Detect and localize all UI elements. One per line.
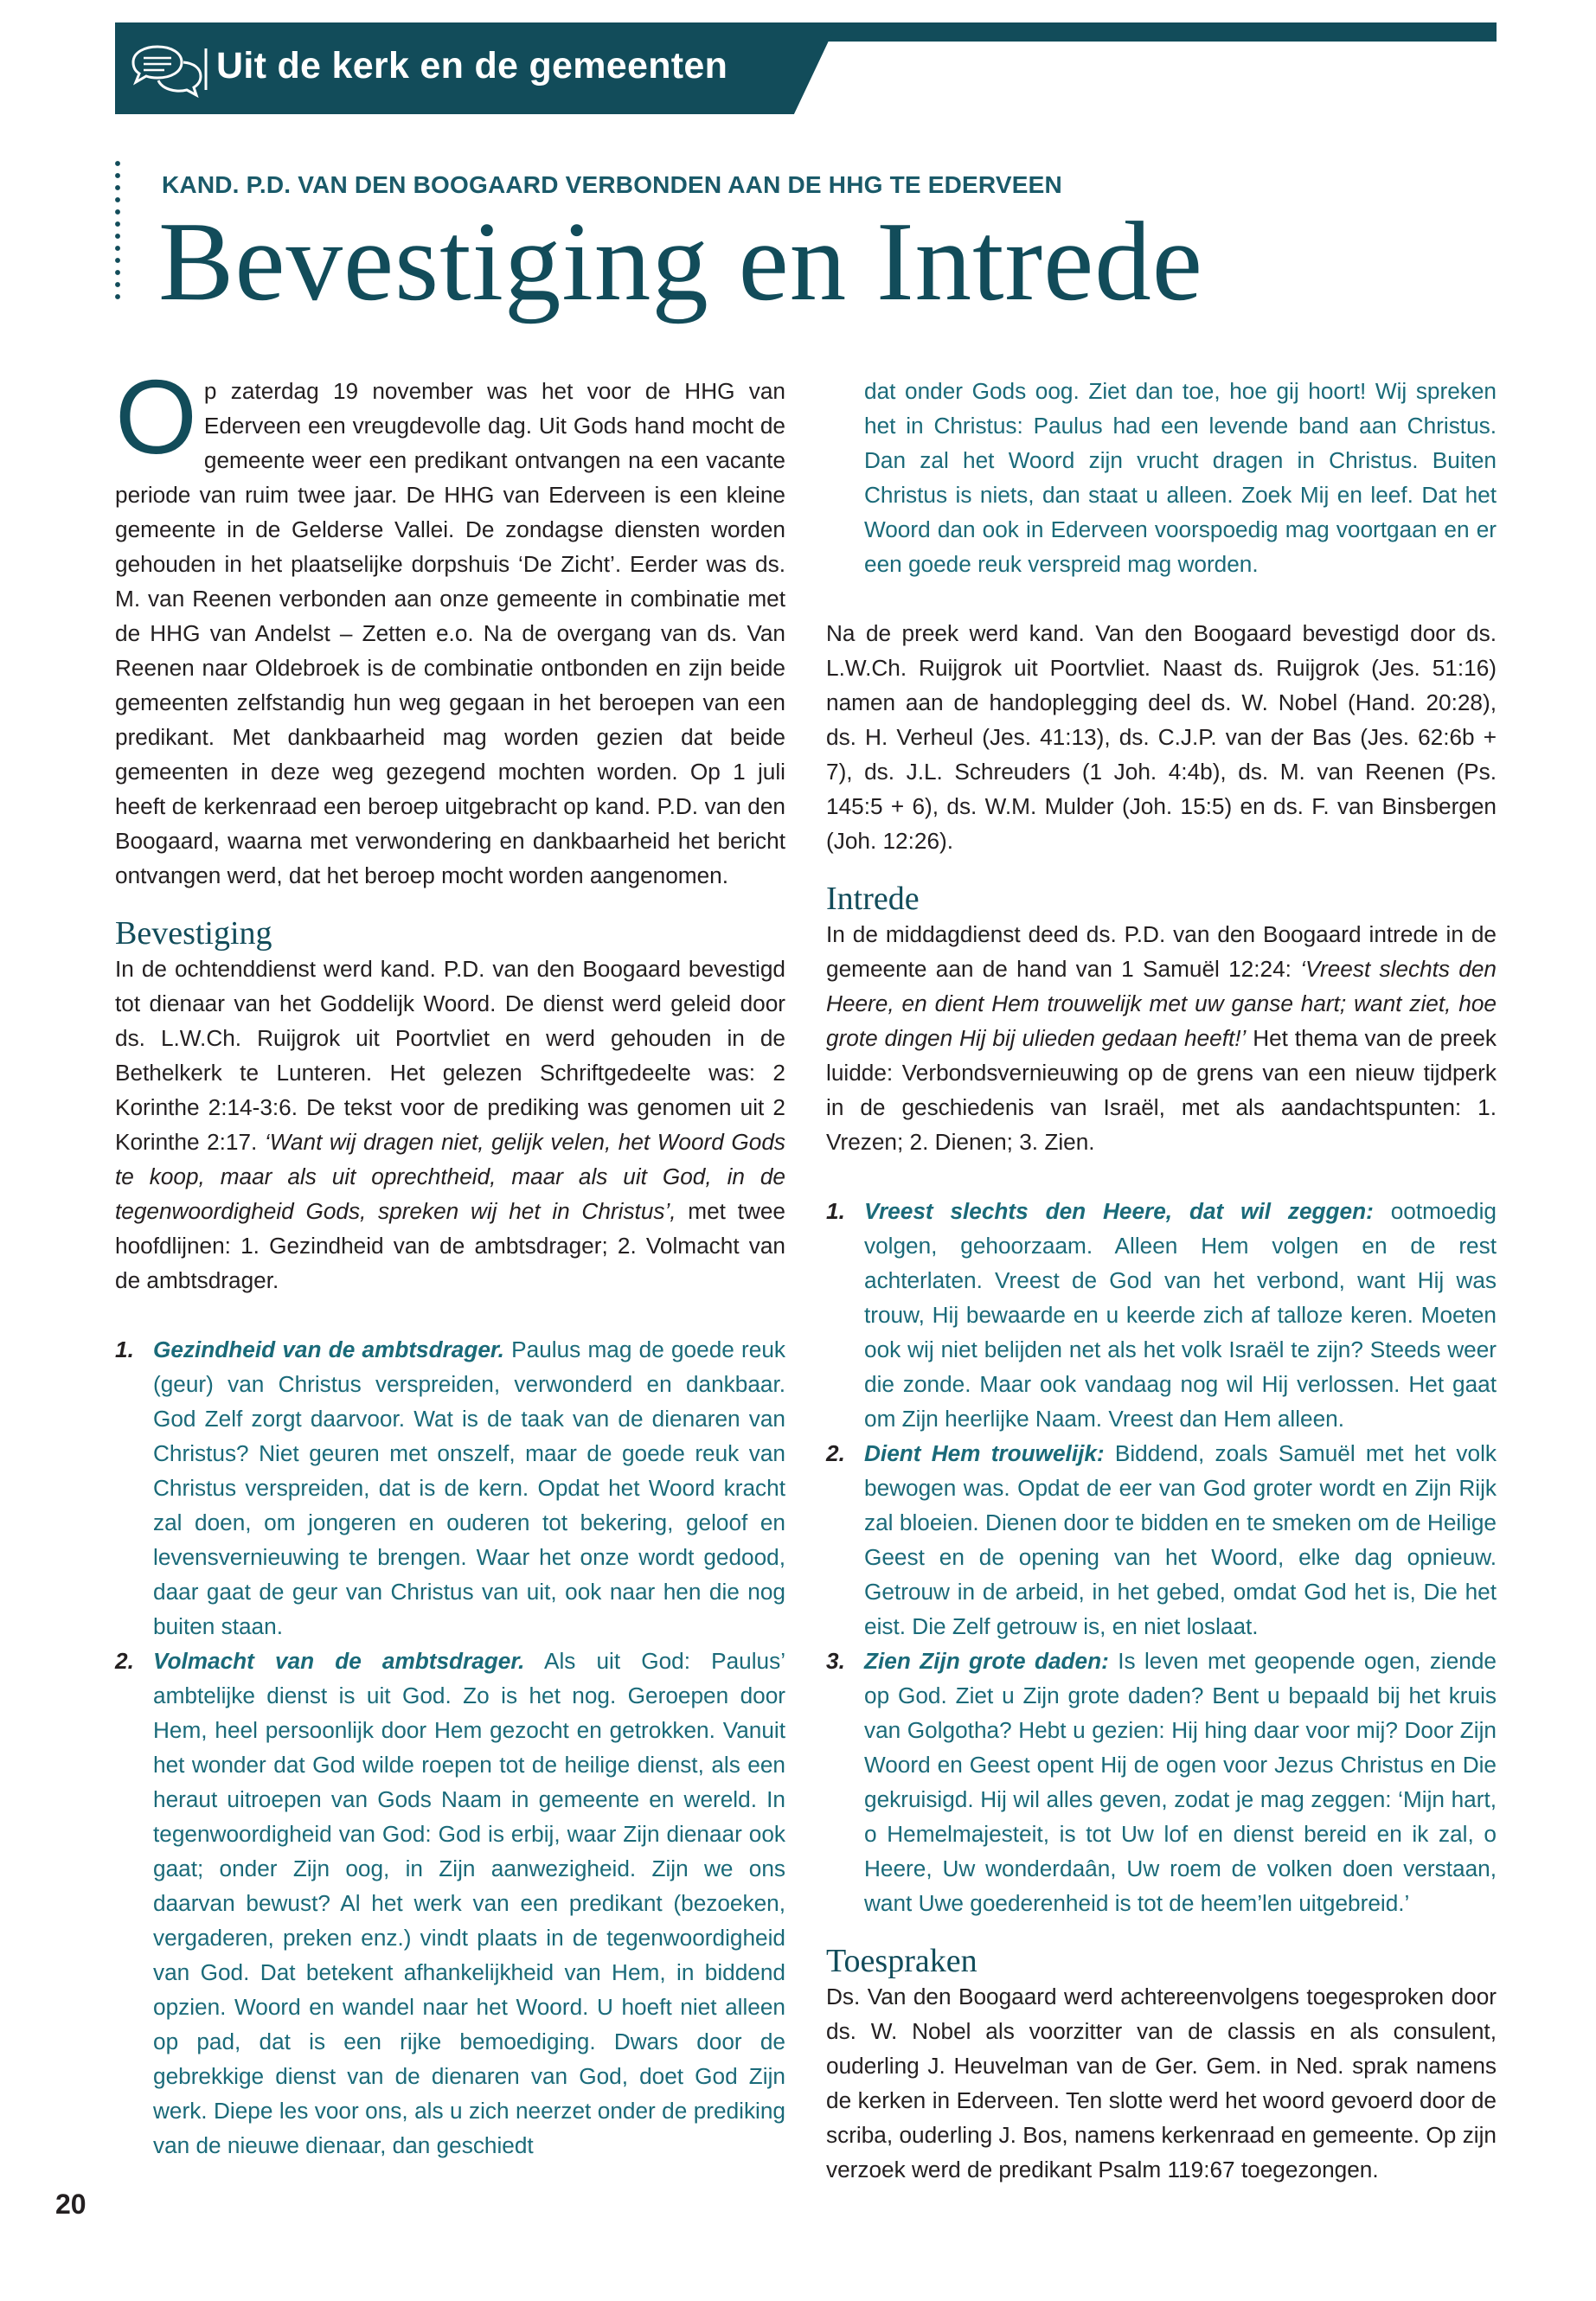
continued-paragraph: dat onder Gods oog. Ziet dan toe, hoe gij hoort! Wij spreken het in Christus: Paulus had een levende band aan Christus. Dan zal het Woord zijn vrucht dragen in Christus. Buiten Christus is niets, dan staat u alleen. Zoek Mij en leef. Dat het Woord dan ook in Ederveen voorspoedig mag voortgaan en er een goede reuk verspreid mag worden. [864,378,1497,577]
bible-quote: ‘Want wij dragen niet, gelijk velen, het Woord Gods te koop, maar als uit oprechtheid, maar als uit God, in de tegenwoordigheid Gods, spreken wij het in Christus’, [115,1129,785,1224]
section-title: Uit de kerk en de gemeenten [216,45,728,87]
toespraken-paragraph: Ds. Van den Boogaard werd achtereenvolgens toegesproken door ds. W. Nobel als voorzitter van de classis en als consulent, ouderling J. Heuvelman van de Ger. Gem. in Ned. sprak namens de kerken in Ederveen. Ten slotte werd het woord gevoerd door de scriba, ouderling J. Bos, namens kerkenraad en gemeente. Op zijn verzoek werd de predikant Psalm 119:67 toegezongen. [826,1984,1497,2182]
bible-quote: ‘Vreest slechts den Heere, en dient Hem trouwelijk met uw ganse hart; want ziet, hoe grote dingen Hij bij ulieden gedaan heeft!’ [826,956,1497,1051]
intro-paragraph: Op zaterdag 19 november was het voor de HHG van Ederveen een vreugdevolle dag. Uit Gods hand mocht de gemeente weer een predikant ontvangen na een vacante periode van ruim twee jaar. De HHG van Ederveen is een kleine gemeente in de Gelderse Vallei. De zondagse diensten worden gehouden in het plaatselijke dorpshuis ‘De Zicht’. Eerder was ds. M. van Reenen verbonden aan onze gemeente in combinatie met de HHG van Andelst – Zetten e.o. Na de overgang van ds. Van Reenen naar Oldebroek is de combinatie ontbonden en zijn beide gemeenten zelfstandig hun weg gegaan in het beroepen van een predikant. Met dankbaarheid mag worden gezien dat beide gemeenten in deze weg gezegend mochten worden. Op 1 juli heeft de kerkenraad een beroep uitgebracht op kand. P.D. van den Boogaard, waarna met verwondering en dankbaarheid het bericht ontvangen werd, dat het beroep mocht worden aangenomen. [115,358,785,888]
article-kicker: KAND. P.D. VAN DEN BOOGAARD VERBONDEN AAN DE HHG TE EDERVEEN [162,171,1062,198]
list-item: 3. Zien Zijn grote daden: Is leven met geopende ogen, ziende op God. Ziet u Zijn grote daden? Bent u bepaald bij het kruis van Golgotha? Hebt u gezien: Hij hing daar voor mij? Door Zijn Woord en Geest opent Hij de ogen voor Jezus Christus en Die gekruisigd. Hij wil alles geven, zodat je mag zeggen: ‘Mijn hart, o Hemelmajesteit, is tot Uw lof en dienst bereid en ik zal, o Heere, Uw wonderdaân, Uw roem de volken doen verstaan, want Uwe goederenheid is tot de heem’len uitgebreid.’ [826,1648,1497,1916]
list-item: 2. Dient Hem trouwelijk: Biddend, zoals Samuël met het volk bewogen was. Opdat de eer van God groter wordt en Zijn Rijk zal bloeien. Dienen door te bidden en te smeken om de Heilige Geest en de opening van het Woord, elke dag opnieuw. Getrouw in de arbeid, in het gebed, omdat God het is, Die het eist. Die Zelf getrouw is, en niet loslaat. [826,1440,1497,1639]
list-item: 2. Volmacht van de ambtsdrager. Als uit God: Paulus’ ambtelijke dienst is uit God. Zo is het nog. Geroepen door Hem, heel persoonlijk door Hem gezocht en getrokken. Vanuit het wonder dat God wilde roepen tot de heilige dienst, als een heraut uitroepen van Gods Naam in gemeente en wereld. In tegenwoordigheid van God: God is erbij, waar Zijn dienaar ook gaat; onder Zijn oog, in Zijn aanwezigheid. Zijn we ons daarvan bewust? Al het werk van een predikant (bezoeken, vergaderen, preken enz.) vindt plaats in de tegenwoordigheid van God. Dat betekent afhankelijkheid van Hem, in biddend opzien. Woord en wandel naar het Woord. U hoeft niet alleen op pad, dat is een rijke bemoediging. Dwars door de gebrekkige dienst van de dienaren van God, doet God Zijn werk. Diepe les voor ons, als u zich neerzet onder de prediking van de nieuwe dienaar, dan geschiedt [115,1648,786,2158]
intrede-points [826,1194,1497,1920]
handoplegging-paragraph: Na de preek werd kand. Van den Boogaard bevestigd door ds. L.W.Ch. Ruijgrok uit Poortvliet. Naast ds. Ruijgrok (Jes. 51:16) namen aan de handoplegging deel ds. W. Nobel (Hand. 20:28), ds. H. Verheul (Jes. 41:13), ds. C.J.P. van der Bas (Jes. 62:6b + 7), ds. J.L. Schreuders (1 Joh. 4:4b), ds. M. van Reenen (Ps. 145:5 + 6), ds. W.M. Mulder (Joh. 15:5) en ds. F. van Binsbergen (Joh. 12:26). [826,620,1497,854]
heading-bevestiging: Bevestiging [115,915,272,952]
right-column [826,374,1497,2187]
heading-intrede: Intrede [826,881,920,917]
decorative-dots [113,157,122,303]
bevestiging-paragraph: In de ochtenddienst werd kand. P.D. van den Boogaard bevestigd tot dienaar van het Goddelijk Woord. De dienst werd geleid door ds. L.W.Ch. Ruijgrok uit Poortvliet en werd gehouden in de Bethelkerk te Lunteren. Het gelezen Schriftgedeelte was: 2 Korinthe 2:14-3:6. De tekst voor de prediking was genomen uit 2 Korinthe 2:17. ‘Want wij dragen niet, gelijk velen, het Woord Gods te koop, maar als uit oprechtheid, maar als uit God, in de tegenwoordigheid Gods, spreken wij het in Christus’, met twee hoofdlijnen: 1. Gezindheid van de ambtsdrager; 2. Volmacht van de ambtsdrager. [115,956,785,1293]
article-title: Bevestiging en Intrede [158,199,1203,324]
list-item: 1. Gezindheid van de ambtsdrager. Paulus mag de goede reuk (geur) van Christus verspreiden, verwonderd en dankbaar. God Zelf zorgt daarvoor. Wat is de taak van de dienaren van Christus? Niet geuren met onszelf, maar de goede reuk van Christus verspreiden, dat is de kern. Opdat het Woord kracht zal doen, om jongeren en ouderen tot bekering, geloof en levensvernieuwing te brengen. Waar het onze wordt gedood, daar gaat de geur van Christus van uit, ook naar hen die nog buiten staan. [115,1336,785,1639]
heading-toespraken: Toespraken [826,1943,977,1979]
intrede-paragraph: In de middagdienst deed ds. P.D. van den Boogaard intrede in de gemeente aan de hand van 1 Samuël 12:24: ‘Vreest slechts den Heere, en dient Hem trouwelijk met uw ganse hart; want ziet, hoe grote dingen Hij bij ulieden gedaan heeft!’ Het thema van de preek luidde: Verbondsvernieuwing op de grens van een nieuw tijdperk in de geschiedenis van Israël, met als aandachtspunten: 1. Vrezen; 2. Dienen; 3. Zien. [826,921,1497,1155]
bevestiging-points [115,1332,785,2163]
list-item: 1. Vreest slechts den Heere, dat wil zeggen: ootmoedig volgen, gehoorzaam. Alleen Hem volgen en de rest achterlaten. Vreest de God van het verbond, want Hij was trouw, Hij bewaarde en u keerde zich af talloze keren. Moeten ook wij niet belijden net als het volk Israël te zijn? Steeds weer die zonde. Maar ook vandaag nog wil Hij verlossen. Het gaat om Zijn heerlijke Naam. Vreest dan Hem alleen. [826,1198,1497,1432]
page-number: 20 [55,2189,87,2220]
left-column [115,358,786,2163]
speech-bubbles-icon [126,43,209,100]
